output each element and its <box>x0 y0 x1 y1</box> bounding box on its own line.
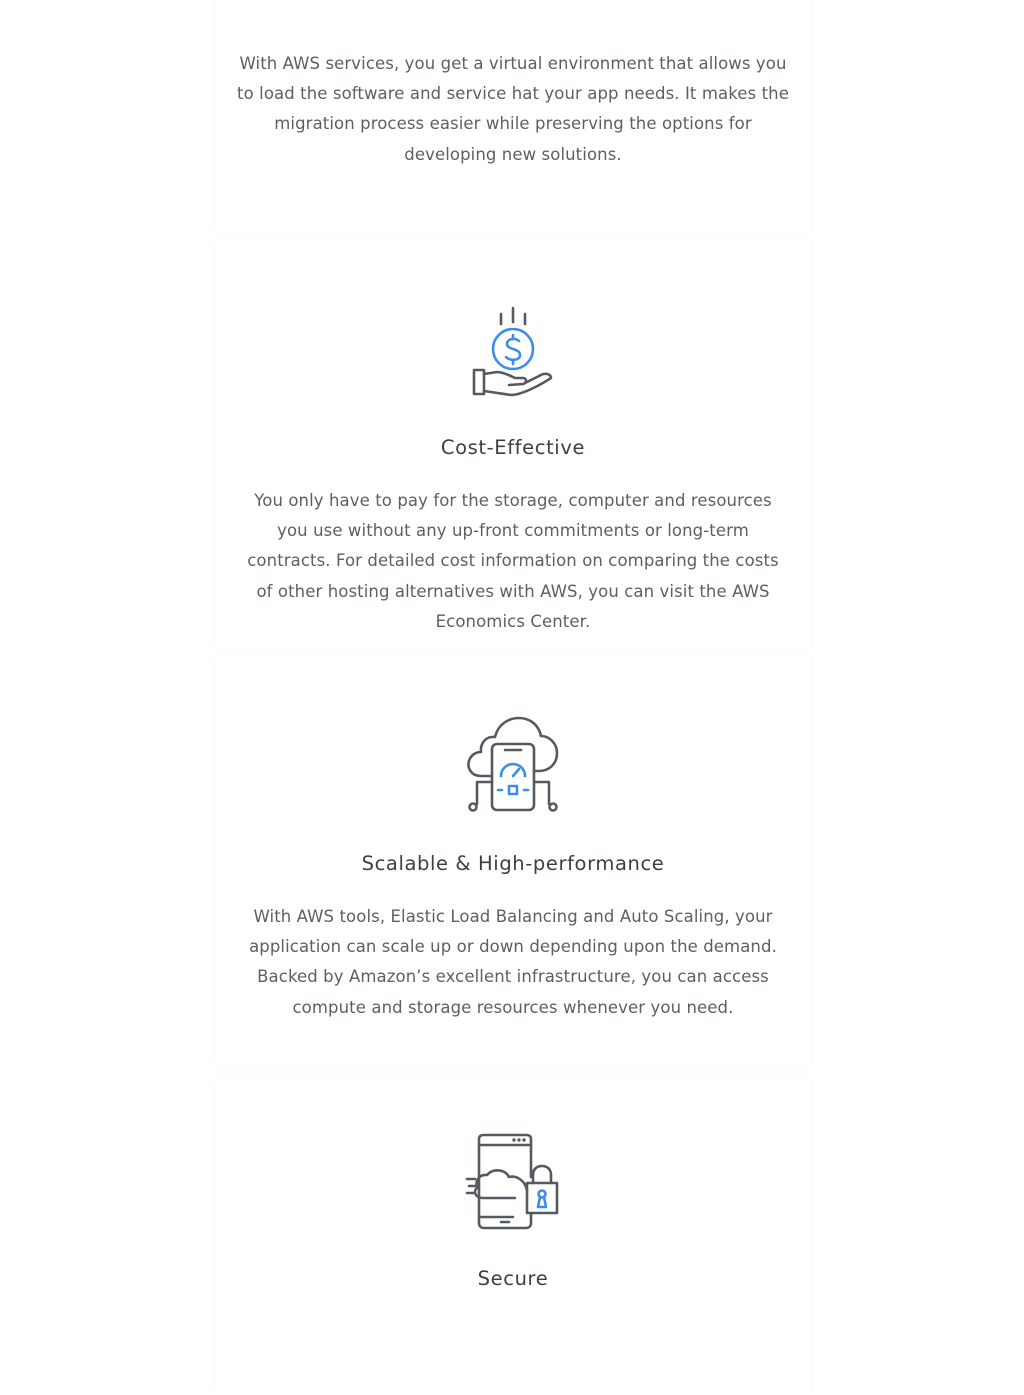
feature-card-cost-effective <box>215 238 811 648</box>
card-description: You only have to pay for the storage, computer and resources you use without any up-front commitments or long-term contracts. For detailed cost information on comparing the costs of other hosting alternatives with AWS, you can visit the AWS Economics Center. <box>247 491 779 631</box>
cloud-lock-tablet-icon <box>465 1133 561 1231</box>
feature-card-flexible <box>215 0 811 232</box>
feature-card-scalable <box>215 654 811 1064</box>
card-title: Scalable & High-performance <box>361 852 665 875</box>
dollar-hand-icon <box>471 306 555 400</box>
card-description: With AWS services, you get a virtual environment that allows you to load the software and service hat your app needs. It makes the migration process easier while preserving the options for developing new solutions. <box>237 54 789 164</box>
feature-card-secure <box>215 1075 811 1395</box>
card-title: Secure <box>477 1267 549 1290</box>
card-title: Cost-Effective <box>440 436 586 459</box>
cloud-mobile-speed-icon <box>465 714 561 812</box>
card-description: With AWS tools, Elastic Load Balancing and Auto Scaling, your application can scale up or down depending upon the demand. Backed by Amazon’s excellent infrastructure, you can access compute and storage resources whenever you need. <box>249 907 777 1017</box>
